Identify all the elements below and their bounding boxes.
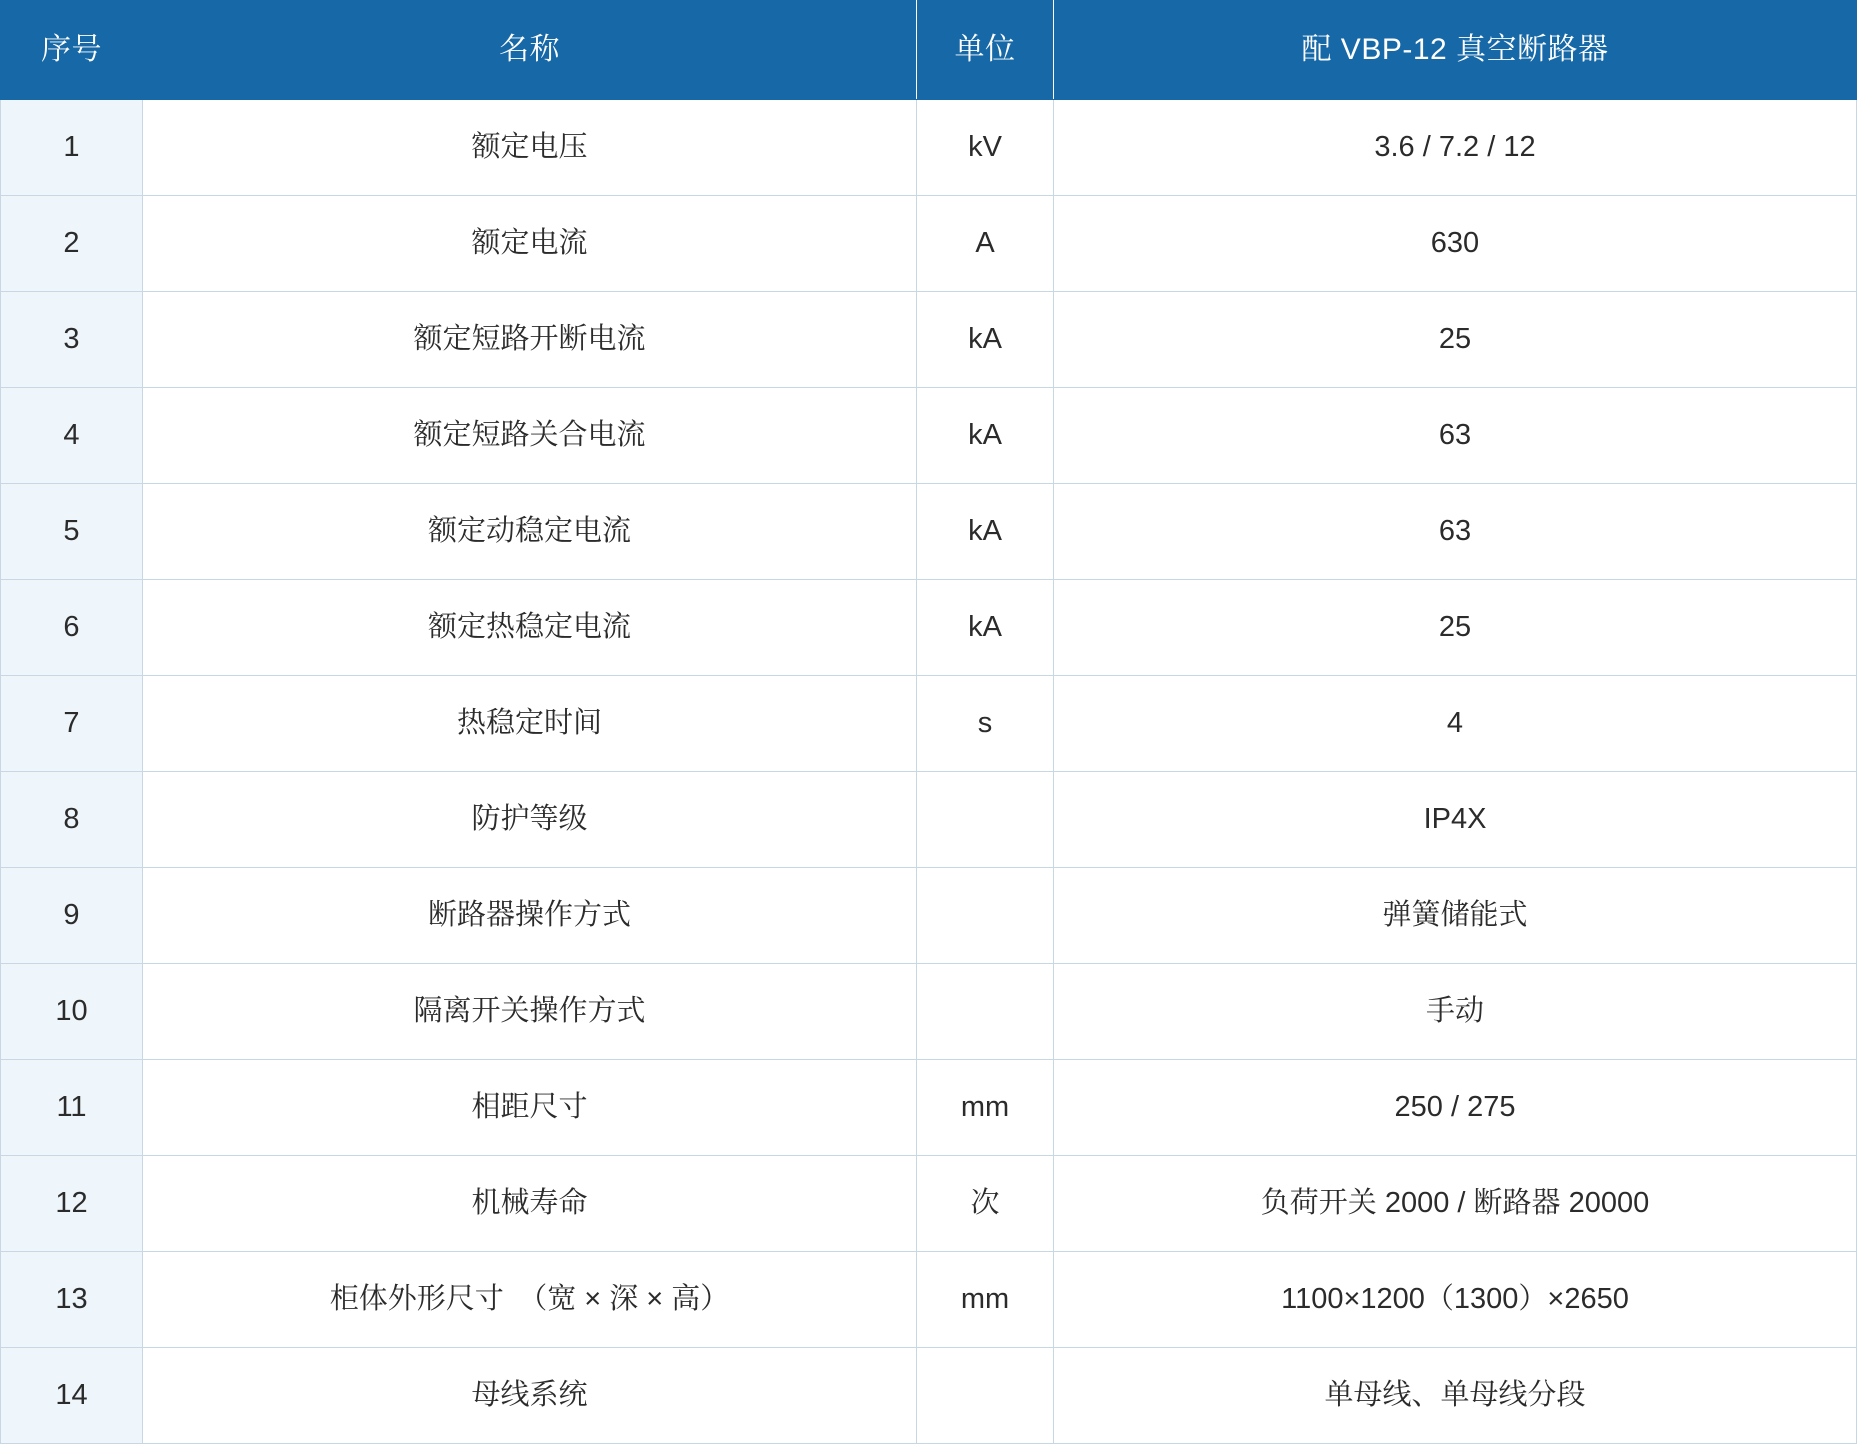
table-row: [1, 1156, 1857, 1252]
cell-unit: s: [917, 676, 1054, 772]
table-row: [1, 676, 1857, 772]
cell-index: 7: [1, 676, 143, 772]
cell-name: 额定热稳定电流: [143, 580, 917, 676]
cell-index: 3: [1, 292, 143, 388]
table-header: [1, 1, 1857, 100]
cell-name: 额定短路关合电流: [143, 388, 917, 484]
table-row: [1, 1060, 1857, 1156]
cell-unit: [917, 1348, 1054, 1444]
cell-name: 额定电流: [143, 196, 917, 292]
cell-value: 3.6 / 7.2 / 12: [1054, 100, 1857, 196]
cell-name: 额定短路开断电流: [143, 292, 917, 388]
cell-unit: kA: [917, 580, 1054, 676]
table-row: [1, 484, 1857, 580]
cell-index: 2: [1, 196, 143, 292]
cell-unit: [917, 868, 1054, 964]
column-header-index: 序号: [1, 1, 143, 100]
cell-unit: A: [917, 196, 1054, 292]
cell-unit: kA: [917, 292, 1054, 388]
cell-index: 10: [1, 964, 143, 1060]
cell-name: 机械寿命: [143, 1156, 917, 1252]
column-header-value: 配 VBP-12 真空断路器: [1054, 1, 1857, 100]
table-row: [1, 964, 1857, 1060]
column-header-unit: 单位: [917, 1, 1054, 100]
cell-value: 25: [1054, 580, 1857, 676]
cell-unit: 次: [917, 1156, 1054, 1252]
cell-value: 负荷开关 2000 / 断路器 20000: [1054, 1156, 1857, 1252]
cell-value: 4: [1054, 676, 1857, 772]
table-body: [1, 100, 1857, 1444]
table-row: [1, 1348, 1857, 1444]
cell-index: 11: [1, 1060, 143, 1156]
cell-value: IP4X: [1054, 772, 1857, 868]
cell-value: 单母线、单母线分段: [1054, 1348, 1857, 1444]
cell-name: 额定动稳定电流: [143, 484, 917, 580]
table-row: [1, 100, 1857, 196]
cell-unit: [917, 772, 1054, 868]
table-row: [1, 868, 1857, 964]
cell-name: 柜体外形尺寸 （宽 × 深 × 高）: [143, 1252, 917, 1348]
cell-name: 相距尺寸: [143, 1060, 917, 1156]
cell-index: 5: [1, 484, 143, 580]
cell-unit: [917, 964, 1054, 1060]
cell-index: 9: [1, 868, 143, 964]
cell-index: 4: [1, 388, 143, 484]
cell-index: 8: [1, 772, 143, 868]
cell-unit: kA: [917, 388, 1054, 484]
cell-unit: kA: [917, 484, 1054, 580]
cell-unit: kV: [917, 100, 1054, 196]
table-row: [1, 292, 1857, 388]
cell-index: 12: [1, 1156, 143, 1252]
cell-value: 手动: [1054, 964, 1857, 1060]
cell-unit: mm: [917, 1060, 1054, 1156]
cell-index: 1: [1, 100, 143, 196]
table-header-row: [1, 1, 1857, 100]
table-row: [1, 1252, 1857, 1348]
cell-index: 14: [1, 1348, 143, 1444]
cell-name: 热稳定时间: [143, 676, 917, 772]
cell-name: 断路器操作方式: [143, 868, 917, 964]
cell-value: 弹簧储能式: [1054, 868, 1857, 964]
column-header-name: 名称: [143, 1, 917, 100]
cell-name: 防护等级: [143, 772, 917, 868]
table-row: [1, 772, 1857, 868]
cell-value: 63: [1054, 484, 1857, 580]
table-row: [1, 580, 1857, 676]
cell-value: 25: [1054, 292, 1857, 388]
cell-name: 隔离开关操作方式: [143, 964, 917, 1060]
table-row: [1, 388, 1857, 484]
cell-name: 母线系统: [143, 1348, 917, 1444]
cell-name: 额定电压: [143, 100, 917, 196]
cell-index: 6: [1, 580, 143, 676]
cell-unit: mm: [917, 1252, 1054, 1348]
table-row: [1, 196, 1857, 292]
cell-value: 250 / 275: [1054, 1060, 1857, 1156]
cell-index: 13: [1, 1252, 143, 1348]
cell-value: 630: [1054, 196, 1857, 292]
cell-value: 1100×1200（1300）×2650: [1054, 1252, 1857, 1348]
cell-value: 63: [1054, 388, 1857, 484]
